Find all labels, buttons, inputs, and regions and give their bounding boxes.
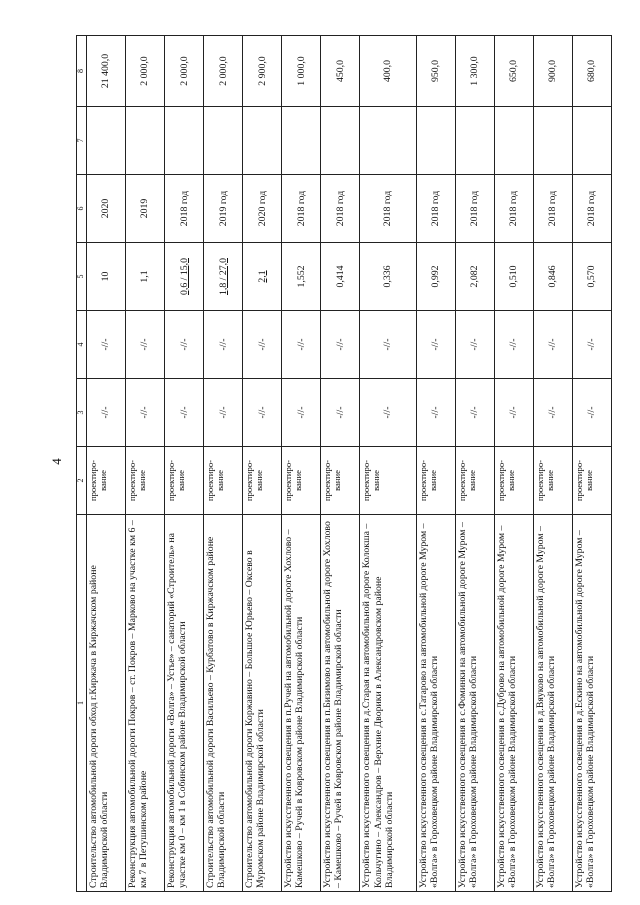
column-7-cell (321, 107, 360, 175)
table-row (87, 36, 126, 892)
length-cell: 0,846 (533, 243, 572, 311)
column-header: 8 (77, 36, 87, 107)
column-4-cell: -//- (494, 311, 533, 379)
column-7-cell (282, 107, 321, 175)
column-4-cell: -//- (455, 311, 494, 379)
column-4-cell: -//- (282, 311, 321, 379)
column-4-cell: -//- (87, 311, 126, 379)
table-row (455, 36, 494, 892)
length-cell: 0,992 (416, 243, 455, 311)
length-cell: 0,510 (494, 243, 533, 311)
stage-cell: проектиро-вание (282, 447, 321, 515)
stage-cell: проектиро-вание (533, 447, 572, 515)
rotated-table-sheet (76, 36, 612, 892)
column-4-cell: -//- (360, 311, 416, 379)
table-row (360, 36, 416, 892)
object-name-cell: Устройство искусственного освещения в п.Ручей на автомобильной дороге Хохлово – Камешково – Ручей в Ковровском районе Владимирской области (282, 515, 321, 892)
stage-cell: проектиро-вание (204, 447, 243, 515)
column-3-cell: -//- (243, 379, 282, 447)
year-cell: 2018 год (282, 175, 321, 243)
length-cell: 0,570 (572, 243, 611, 311)
page-number-text: 4 (48, 458, 64, 465)
object-name-cell: Строительство автомобильной дороги Коржавино – Большое Юрьево – Оксево в Муромском районе Владимирской области (243, 515, 282, 892)
year-cell: 2018 год (494, 175, 533, 243)
stage-cell: проектиро-вание (87, 447, 126, 515)
column-3-cell: -//- (165, 379, 204, 447)
column-3-cell: -//- (126, 379, 165, 447)
object-name-cell: Устройство искусственного освещения в с.Фоминки на автомобильной дороге Муром – «Волга» в Гороховецком районе Владимирской области (455, 515, 494, 892)
header-row (77, 36, 87, 892)
year-cell: 2018 год (455, 175, 494, 243)
column-4-cell: -//- (533, 311, 572, 379)
column-header: 1 (77, 515, 87, 892)
column-header: 6 (77, 175, 87, 243)
object-name-cell: Строительство автомобильной дороги Васильево – Курбатово в Киржачском районе Владимирской области (204, 515, 243, 892)
year-cell: 2020 (87, 175, 126, 243)
stage-cell: проектиро-вание (455, 447, 494, 515)
amount-cell: 650,0 (494, 36, 533, 107)
length-cell: 0,414 (321, 243, 360, 311)
column-header: 7 (77, 107, 87, 175)
length-cell: 2,082 (455, 243, 494, 311)
column-7-cell (87, 107, 126, 175)
column-3-cell: -//- (494, 379, 533, 447)
object-name-cell: Реконструкция автомобильной дороги «Волга» – Устье» – санаторий «Строитель» на участке км 0 – км 1 в Собинском районе Владимирской области (165, 515, 204, 892)
column-7-cell (165, 107, 204, 175)
column-3-cell: -//- (416, 379, 455, 447)
object-name-cell: Строительство автомобильной дороги обход г.Киржача в Киржачском районе Владимирской области (87, 515, 126, 892)
column-3-cell: -//- (282, 379, 321, 447)
column-7-cell (572, 107, 611, 175)
stage-cell: проектиро-вание (321, 447, 360, 515)
column-4-cell: -//- (165, 311, 204, 379)
object-name-cell: Устройство искусственного освещения в с.Татарово на автомобильной дороге Муром – «Волга» в Гороховецком районе Владимирской области (416, 515, 455, 892)
amount-cell: 1 000,0 (282, 36, 321, 107)
object-name-cell: Устройство искусственного освещения в п.Бизимово на автомобильной дороге Хохлово – Камешково – Ручей в Ковровском районе Владимирской области (321, 515, 360, 892)
table-row (204, 36, 243, 892)
column-7-cell (126, 107, 165, 175)
stage-cell: проектиро-вание (126, 447, 165, 515)
year-cell: 2018 год (416, 175, 455, 243)
projects-table (76, 35, 612, 892)
year-cell: 2018 год (533, 175, 572, 243)
table-row (416, 36, 455, 892)
table-body (87, 36, 612, 892)
column-7-cell (360, 107, 416, 175)
table-row (572, 36, 611, 892)
amount-cell: 400,0 (360, 36, 416, 107)
column-4-cell: -//- (321, 311, 360, 379)
column-7-cell (494, 107, 533, 175)
column-3-cell: -//- (572, 379, 611, 447)
length-cell: 1,8 / 27,0 (204, 243, 243, 311)
column-7-cell (455, 107, 494, 175)
length-cell: 10 (87, 243, 126, 311)
table-row (533, 36, 572, 892)
amount-cell: 2 000,0 (204, 36, 243, 107)
stage-cell: проектиро-вание (572, 447, 611, 515)
column-7-cell (533, 107, 572, 175)
amount-cell: 2 000,0 (165, 36, 204, 107)
column-3-cell: -//- (360, 379, 416, 447)
stage-cell: проектиро-вание (165, 447, 204, 515)
amount-cell: 450,0 (321, 36, 360, 107)
object-name-cell: Устройство искусственного освещения в с.Дуброво на автомобильной дороге Муром – «Волга» в Гороховецком районе Владимирской области (494, 515, 533, 892)
year-cell: 2019 год (204, 175, 243, 243)
stage-cell: проектиро-вание (360, 447, 416, 515)
column-header: 5 (77, 243, 87, 311)
length-cell: 1,552 (282, 243, 321, 311)
object-name-cell: Устройство искусственного освещения в д.Ескино на автомобильной дороге Муром – «Волга» в Гороховецком районе Владимирской области (572, 515, 611, 892)
year-cell: 2020 год (243, 175, 282, 243)
length-cell: 2,1 (243, 243, 282, 311)
table-row (494, 36, 533, 892)
length-cell: 1,1 (126, 243, 165, 311)
page-number (46, 455, 66, 468)
column-7-cell (243, 107, 282, 175)
amount-cell: 950,0 (416, 36, 455, 107)
stage-cell: проектиро-вание (416, 447, 455, 515)
column-7-cell (416, 107, 455, 175)
column-3-cell: -//- (87, 379, 126, 447)
column-3-cell: -//- (533, 379, 572, 447)
amount-cell: 2 900,0 (243, 36, 282, 107)
year-cell: 2018 год (572, 175, 611, 243)
column-4-cell: -//- (243, 311, 282, 379)
column-header: 2 (77, 447, 87, 515)
column-4-cell: -//- (204, 311, 243, 379)
year-cell: 2019 (126, 175, 165, 243)
amount-cell: 900,0 (533, 36, 572, 107)
length-cell: 0,336 (360, 243, 416, 311)
table-row (243, 36, 282, 892)
amount-cell: 2 000,0 (126, 36, 165, 107)
table-row (126, 36, 165, 892)
amount-cell: 1 300,0 (455, 36, 494, 107)
object-name-cell: Устройство искусственного освещения в д.Вяуково на автомобильной дороге Муром – «Волга» в Гороховецком районе Владимирской области (533, 515, 572, 892)
object-name-cell: Устройство искусственного освещения в д.Старая на автомобильной дороге Колокша – Кольчугино – Александров – Верхние Дворики в Александровском районе Владимирской области (360, 515, 416, 892)
table-row (321, 36, 360, 892)
stage-cell: проектиро-вание (243, 447, 282, 515)
column-3-cell: -//- (204, 379, 243, 447)
column-3-cell: -//- (455, 379, 494, 447)
column-4-cell: -//- (572, 311, 611, 379)
column-7-cell (204, 107, 243, 175)
year-cell: 2018 год (165, 175, 204, 243)
length-cell: 0,6 / 15,0 (165, 243, 204, 311)
stage-cell: проектиро-вание (494, 447, 533, 515)
amount-cell: 680,0 (572, 36, 611, 107)
column-4-cell: -//- (126, 311, 165, 379)
table-row (282, 36, 321, 892)
table-row (165, 36, 204, 892)
column-header: 3 (77, 379, 87, 447)
year-cell: 2018 год (321, 175, 360, 243)
column-3-cell: -//- (321, 379, 360, 447)
column-header: 4 (77, 311, 87, 379)
object-name-cell: Реконструкция автомобильной дороги Покров – ст. Покров – Марково на участке км 6 – км 7 в Петушинском районе (126, 515, 165, 892)
column-4-cell: -//- (416, 311, 455, 379)
amount-cell: 21 400,0 (87, 36, 126, 107)
year-cell: 2018 год (360, 175, 416, 243)
